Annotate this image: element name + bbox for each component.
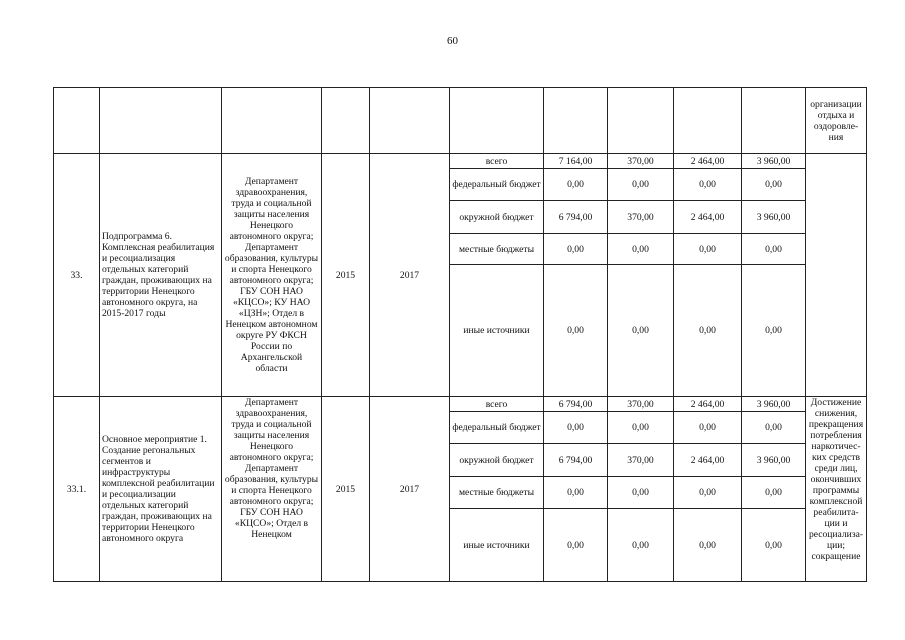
funding-source: иные источники xyxy=(450,265,544,397)
row-end-year: 2017 xyxy=(370,397,450,582)
funding-source: иные источники xyxy=(450,509,544,582)
table-row-continuation xyxy=(54,88,867,154)
funding-2016: 0,00 xyxy=(674,509,742,582)
funding-2017: 0,00 xyxy=(742,509,806,582)
funding-2015: 0,00 xyxy=(608,169,674,201)
funding-source: всего xyxy=(450,154,544,169)
funding-2015: 0,00 xyxy=(608,412,674,444)
row-index: 33. xyxy=(54,154,100,397)
funding-source: окружной бюджет xyxy=(450,444,544,477)
funding-source: местные бюджеты xyxy=(450,234,544,265)
row-note: Достижение снижения, прекращения потребления наркотичес-ких средств среди лиц, окончивших программы комплексной реабилита-ции и ресоциализа-ции; сокращение xyxy=(806,397,867,582)
note-cell: организации отдыха и оздоровле-ния xyxy=(806,88,867,154)
funding-2017: 0,00 xyxy=(742,265,806,397)
funding-total: 7 164,00 xyxy=(544,154,608,169)
funding-2017: 3 960,00 xyxy=(742,397,806,412)
funding-2015: 0,00 xyxy=(608,477,674,509)
funding-source: федеральный бюджет xyxy=(450,412,544,444)
row-executor: Департамент здравоохранения, труда и социальной защиты населения Ненецкого автономного округа; Департамент образования, культуры и спорта Ненецкого автономного округа; ГБУ СОН НАО «КЦСО»; Отдел в Ненецком xyxy=(222,397,322,582)
funding-source: всего xyxy=(450,397,544,412)
table-row xyxy=(54,154,867,169)
funding-total: 0,00 xyxy=(544,169,608,201)
funding-2016: 0,00 xyxy=(674,477,742,509)
row-name: Основное мероприятие 1. Создание регональных сегментов и инфраструктуры комплексной реабилитации и ресоциализации отдельных категорий граждан, проживающих на территории Ненецкого автономного округа xyxy=(100,397,222,582)
row-name: Подпрограмма 6. Комплексная реабилитация и ресоциализация отдельных категорий граждан, проживающих на территории Ненецкого автономного округа, на 2015-2017 годы xyxy=(100,154,222,397)
funding-total: 6 794,00 xyxy=(544,444,608,477)
funding-2017: 3 960,00 xyxy=(742,201,806,234)
funding-2017: 0,00 xyxy=(742,412,806,444)
funding-2017: 0,00 xyxy=(742,477,806,509)
funding-2016: 2 464,00 xyxy=(674,154,742,169)
funding-source: окружной бюджет xyxy=(450,201,544,234)
funding-2015: 370,00 xyxy=(608,397,674,412)
row-index: 33.1. xyxy=(54,397,100,582)
funding-2015: 370,00 xyxy=(608,444,674,477)
funding-total: 6 794,00 xyxy=(544,397,608,412)
funding-2016: 0,00 xyxy=(674,265,742,397)
funding-2015: 370,00 xyxy=(608,154,674,169)
funding-2016: 0,00 xyxy=(674,234,742,265)
funding-2016: 0,00 xyxy=(674,412,742,444)
funding-total: 0,00 xyxy=(544,509,608,582)
funding-2015: 0,00 xyxy=(608,265,674,397)
page-number: 60 xyxy=(447,35,458,47)
row-note xyxy=(806,154,867,397)
program-table xyxy=(53,87,867,582)
funding-2017: 3 960,00 xyxy=(742,154,806,169)
funding-2015: 370,00 xyxy=(608,201,674,234)
funding-total: 6 794,00 xyxy=(544,201,608,234)
row-start-year: 2015 xyxy=(322,154,370,397)
funding-source: местные бюджеты xyxy=(450,477,544,509)
row-executor: Департамент здравоохранения, труда и социальной защиты населения Ненецкого автономного округа; Департамент образования, культуры и спорта Ненецкого автономного округа; ГБУ СОН НАО «КЦСО»; КУ НАО «ЦЗН»; Отдел в Ненецком автономном округе РУ ФКСН России по Архангельской области xyxy=(222,154,322,397)
funding-2017: 0,00 xyxy=(742,169,806,201)
funding-source: федеральный бюджет xyxy=(450,169,544,201)
funding-total: 0,00 xyxy=(544,265,608,397)
funding-2016: 2 464,00 xyxy=(674,397,742,412)
funding-total: 0,00 xyxy=(544,234,608,265)
row-end-year: 2017 xyxy=(370,154,450,397)
funding-2016: 2 464,00 xyxy=(674,444,742,477)
funding-total: 0,00 xyxy=(544,477,608,509)
funding-2017: 3 960,00 xyxy=(742,444,806,477)
funding-2015: 0,00 xyxy=(608,234,674,265)
funding-2015: 0,00 xyxy=(608,509,674,582)
funding-2016: 2 464,00 xyxy=(674,201,742,234)
funding-2017: 0,00 xyxy=(742,234,806,265)
funding-total: 0,00 xyxy=(544,412,608,444)
row-start-year: 2015 xyxy=(322,397,370,582)
funding-2016: 0,00 xyxy=(674,169,742,201)
table-row xyxy=(54,397,867,412)
